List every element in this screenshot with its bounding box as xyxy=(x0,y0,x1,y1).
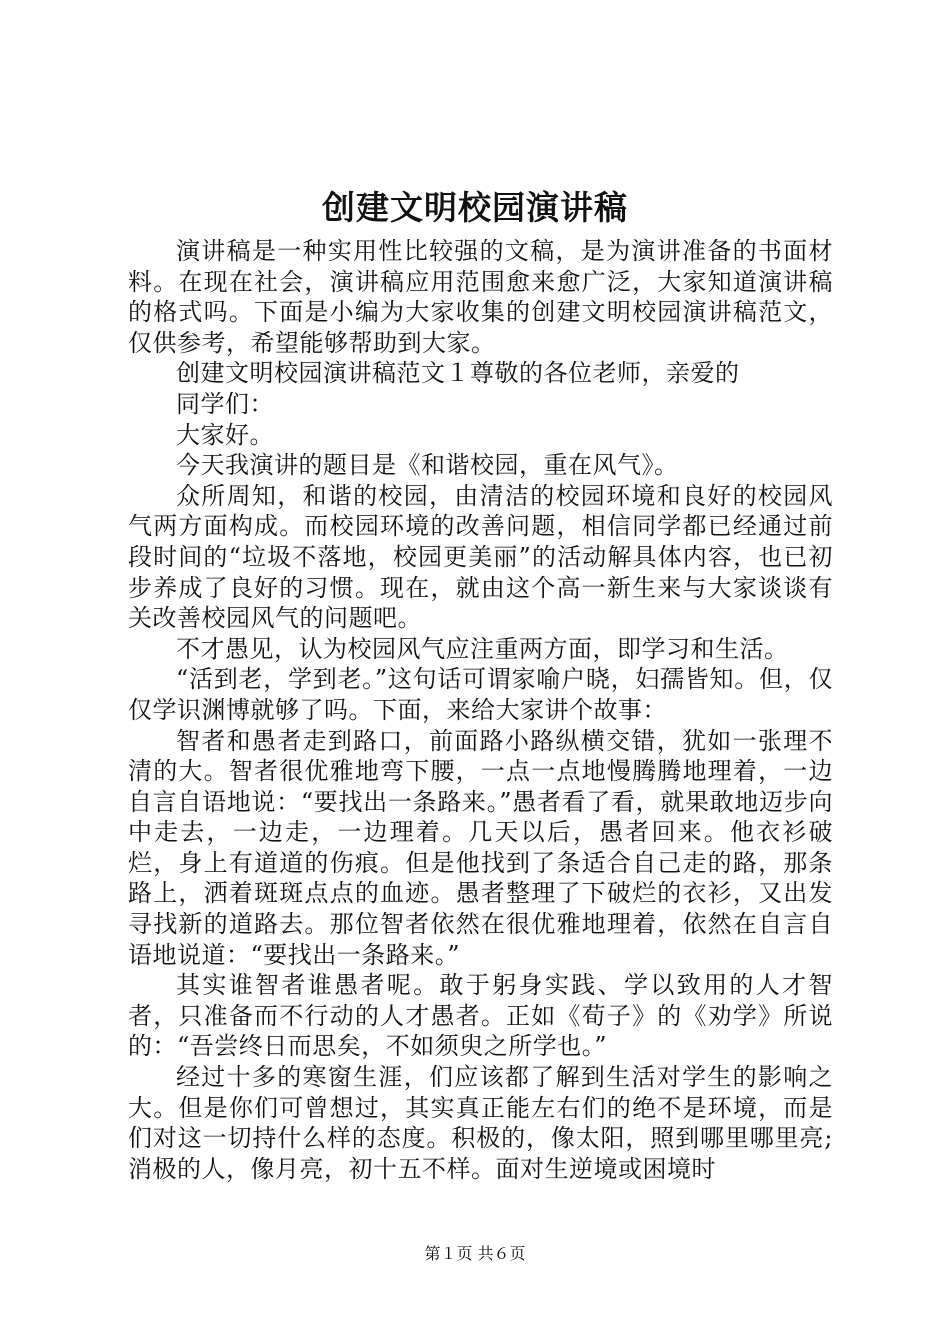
paragraph-lifelong-learning: “活到老，学到老。”这句话可谓家喻户晓，妇孺皆知。但，仅仅学识渊博就够了吗。下面，来给大家讲个故事： xyxy=(128,665,833,724)
paragraph-speech-heading: 创建文明校园演讲稿范文１尊敬的各位老师，亲爱的 xyxy=(176,359,740,388)
paragraph-two-aspects: 不才愚见，认为校园风气应注重两方面，即学习和生活。 xyxy=(176,634,789,663)
paragraph-campus-environment: 众所周知，和谐的校园，由清洁的校园环境和良好的校园风气两方面构成。而校园环境的改善问题，相信同学都已经通过前段时间的“垃圾不落地，校园更美丽”的活动解具体内容，也已初步养成了良好的习惯。现在，就由这个高一新生来与大家谈谈有关改善校园风气的问题吧。 xyxy=(128,481,833,633)
paragraph-topic: 今天我演讲的题目是《和谐校园，重在风气》。 xyxy=(176,451,679,480)
document-body xyxy=(128,236,833,1184)
paragraph-wise-and-fool: 其实谁智者谁愚者呢。敢于躬身实践、学以致用的人才智者，只准备而不行动的人才愚者。正如《荀子》的《劝学》所说的：“吾尝终日而思矣，不如须臾之所学也。” xyxy=(128,971,833,1061)
paragraph-attitude: 经过十多的寒窗生涯，们应该都了解到生活对学生的影响之大。但是你们可曾想过，其实真正能左右们的绝不是环境，而是们对这一切持什么样的态度。积极的，像太阳，照到哪里哪里亮;消极的人，像月亮，初十五不样。面对生逆境或困境时 xyxy=(128,1063,833,1183)
paragraph-intro: 演讲稿是一种实用性比较强的文稿，是为演讲准备的书面材料。在现在社会，演讲稿应用范围愈来愈广泛，大家知道演讲稿的格式吗。下面是小编为大家收集的创建文明校园演讲稿范文，仅供参考，希望能够帮助到大家。 xyxy=(128,237,833,357)
document-title: 创建文明校园演讲稿 xyxy=(322,188,628,227)
paragraph-greeting: 大家好。 xyxy=(176,420,274,449)
paragraph-story: 智者和愚者走到路口，前面路小路纵横交错，犹如一张理不清的大。智者很优雅地弯下腰，一点一点地慢腾腾地理着，一边自言自语地说：“要找出一条路来。”愚者看了看，就果敢地迈步向中走去，一边走，一边理着。几天以后，愚者回来。他衣衫破烂，身上有道道的伤痕。但是他找到了条适合自己走的路，那条路上，洒着斑斑点点的血迹。愚者整理了下破烂的衣衫，又出发寻找新的道路去。那位智者依然在很优雅地理着，依然在自言自语地说道：“要找出一条路来。” xyxy=(128,726,833,969)
page-footer: 第１页 共６页 xyxy=(424,1244,526,1263)
paragraph-salutation: 同学们： xyxy=(176,389,274,418)
